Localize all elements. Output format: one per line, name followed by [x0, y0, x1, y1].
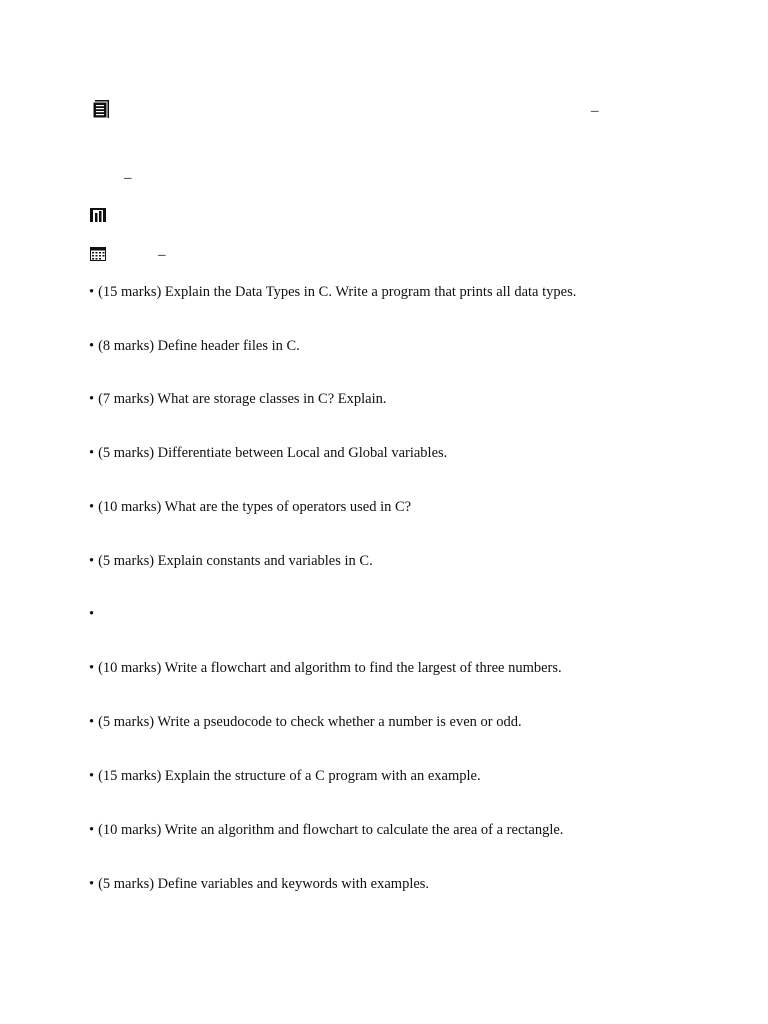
- list-item: [89, 498, 411, 516]
- list-item: [89, 605, 98, 623]
- list-item: [89, 821, 563, 839]
- bullet: •: [89, 499, 95, 515]
- subtitle-dash: –: [124, 170, 132, 186]
- question-text: (15 marks) Explain the structure of a C program with an example.: [98, 768, 481, 784]
- list-item: [89, 390, 387, 408]
- date-dash: –: [158, 247, 166, 263]
- bullet: •: [89, 391, 95, 407]
- bullet: •: [89, 338, 95, 354]
- bullet: •: [89, 660, 95, 676]
- question-text: (7 marks) What are storage classes in C? Explain.: [98, 391, 387, 407]
- bullet: •: [89, 284, 95, 300]
- list-item: [89, 444, 447, 462]
- question-text: (15 marks) Explain the Data Types in C. Write a program that prints all data types.: [98, 284, 577, 300]
- bullet: •: [89, 822, 95, 838]
- bullet: •: [89, 445, 95, 461]
- question-text: (10 marks) What are the types of operators used in C?: [98, 499, 412, 515]
- list-item: [89, 875, 429, 893]
- title-dash: –: [591, 103, 599, 119]
- calendar-icon: [90, 247, 106, 261]
- list-item: [89, 767, 481, 785]
- list-item: [89, 659, 562, 677]
- question-text: (8 marks) Define header files in C.: [98, 338, 300, 354]
- list-item: [89, 283, 576, 301]
- list-item: [89, 552, 373, 570]
- list-item: [89, 337, 300, 355]
- document-icon: [92, 99, 110, 119]
- bullet: •: [89, 768, 95, 784]
- bullet: •: [89, 553, 95, 569]
- question-text: (10 marks) Write an algorithm and flowchart to calculate the area of a rectangle.: [98, 822, 564, 838]
- question-text: (10 marks) Write a flowchart and algorithm to find the largest of three numbers.: [98, 660, 562, 676]
- question-text: (5 marks) Explain constants and variables in C.: [98, 553, 373, 569]
- question-text: (5 marks) Differentiate between Local and Global variables.: [98, 445, 448, 461]
- list-item: [89, 713, 522, 731]
- bullet: •: [89, 606, 95, 622]
- bullet: •: [89, 876, 95, 892]
- question-text: (5 marks) Write a pseudocode to check whether a number is even or odd.: [98, 714, 522, 730]
- question-text: (5 marks) Define variables and keywords with examples.: [98, 876, 430, 892]
- bullet: •: [89, 714, 95, 730]
- bar-chart-icon: [90, 208, 106, 222]
